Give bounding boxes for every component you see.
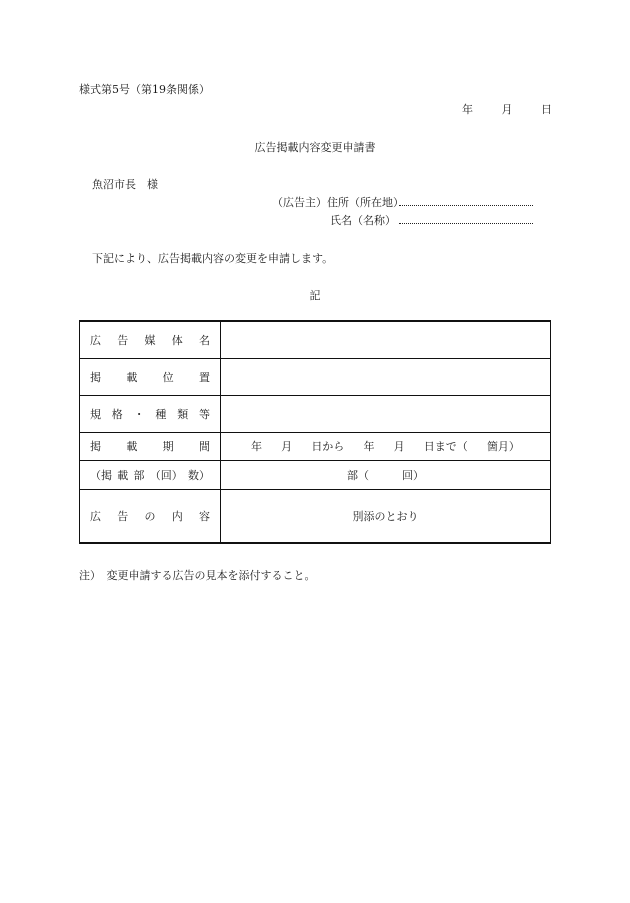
value-spec[interactable] (221, 395, 551, 432)
value-count[interactable]: 部（ 回） (221, 460, 551, 489)
addressee: 魚沼市長 様 (92, 178, 158, 191)
date-day: 日 (541, 103, 552, 116)
label-position: 掲 載 位 置 (80, 358, 221, 395)
detail-table (79, 320, 551, 544)
date-line (462, 101, 552, 117)
address-field[interactable] (399, 205, 533, 206)
label-count: （掲 載 部 （回） 数） (80, 460, 221, 489)
document-title: 広告掲載内容変更申請書 (254, 141, 376, 154)
label-period: 掲 載 期 間 (80, 432, 221, 460)
date-year: 年 (462, 103, 473, 116)
row-media-name (80, 321, 551, 358)
row-spec (80, 395, 551, 432)
intro-text: 下記により、広告掲載内容の変更を申請します。 (92, 252, 334, 265)
name-label: 氏名（名称） (330, 214, 396, 227)
row-content (80, 489, 551, 543)
value-media-name[interactable] (221, 321, 551, 358)
value-period[interactable]: 年 月 日から 年 月 日まで（ 箇月） (221, 432, 551, 460)
date-month: 月 (501, 103, 513, 116)
label-content: 広 告 の 内 容 (80, 489, 221, 543)
value-content: 別添のとおり (221, 489, 551, 543)
label-media-name: 広 告 媒 体 名 (80, 321, 221, 358)
ki-heading: 記 (309, 289, 321, 302)
form-number: 様式第5号（第19条関係） (79, 83, 210, 96)
row-count (80, 460, 551, 489)
name-field[interactable] (399, 223, 533, 224)
note: 注） 変更申請する広告の見本を添付すること。 (79, 569, 316, 582)
row-position (80, 358, 551, 395)
label-spec: 規 格 ・ 種 類 等 (80, 395, 221, 432)
value-position[interactable] (221, 358, 551, 395)
row-period (80, 432, 551, 460)
address-label: （広告主）住所（所在地） (272, 196, 404, 209)
